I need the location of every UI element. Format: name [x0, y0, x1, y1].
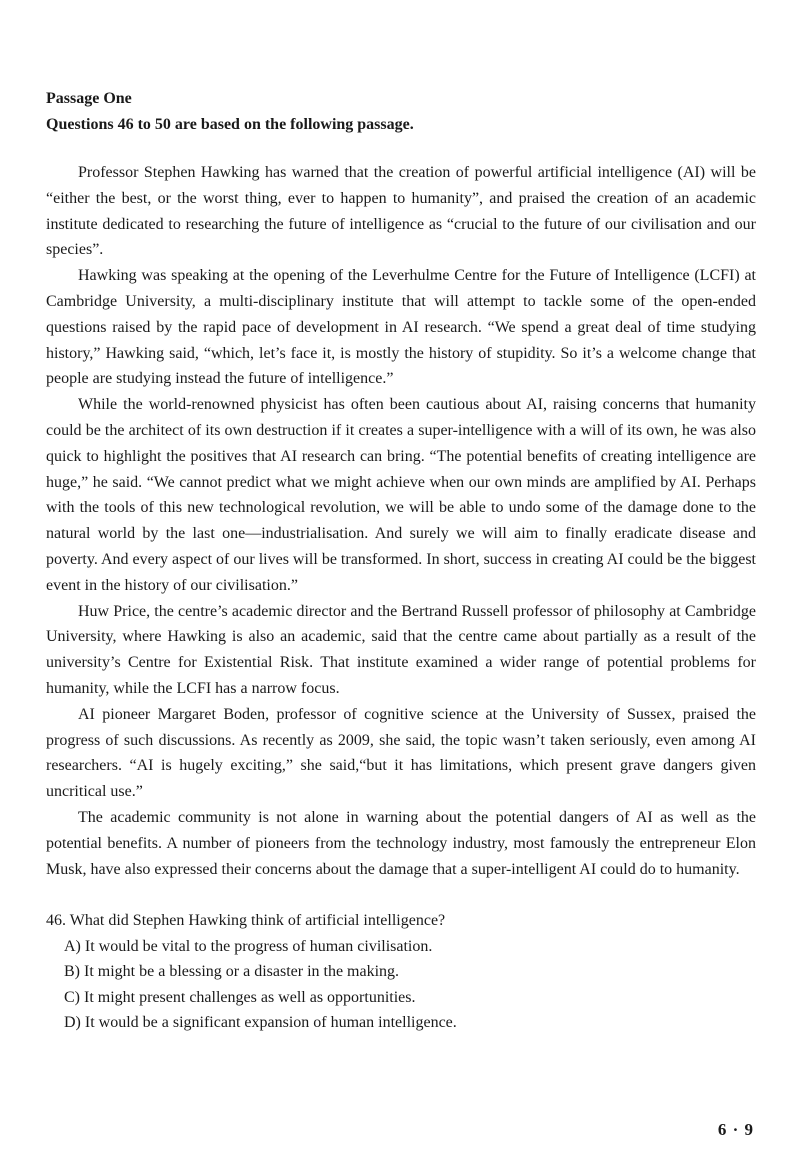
- option-b: B) It might be a blessing or a disaster in the making.: [64, 963, 400, 981]
- option-d: D) It would be a significant expansion of human intelligence.: [64, 1014, 457, 1032]
- passage-paragraph-5: AI pioneer Margaret Boden, professor of cognitive science at the University of Sussex, praised the progress of such discussions. As recently as 2009, she said, the topic wasn’t taken seriously, even among AI researchers. “AI is hugely exciting,” she said,“but it has limitations, which present grave dangers given uncritical use.”: [46, 705, 756, 801]
- passage-paragraph-6: The academic community is not alone in warning about the potential dangers of AI as well as the potential benefits. A number of pioneers from the technology industry, most famously the entrepreneur Elon Musk, have also expressed their concerns about the damage that a super-intelligent AI could do to humanity.: [46, 808, 756, 878]
- option-a: A) It would be vital to the progress of human civilisation.: [64, 937, 433, 955]
- passage-paragraph-3: While the world-renowned physicist has often been cautious about AI, raising concerns that humanity could be the architect of its own destruction if it creates a super-intelligence with a will of its own, he was also quick to highlight the positives that AI research can bring. “The potential benefits of creating intelligence are huge,” he said. “We cannot predict what we might achieve when our own minds are amplified by AI. Perhaps with the tools of this new technological revolution, we will be able to undo some of the damage done to the natural world by the last one—industrialisation. And surely we will aim to finally eradicate disease and poverty. And every aspect of our lives will be transformed. In short, success in creating AI could be the biggest event in the history of our civilisation.”: [46, 396, 756, 594]
- passage-paragraph-2: Hawking was speaking at the opening of the Leverhulme Centre for the Future of Intelligence (LCFI) at Cambridge University, a multi-disciplinary institute that will attempt to tackle some of the open-ended questions raised by the rapid pace of development in AI research. “We spend a great deal of time studying history,” Hawking said, “which, let’s face it, is mostly the history of stupidity. So it’s a welcome change that people are studying instead the future of intelligence.”: [46, 267, 756, 388]
- option-c: C) It might present challenges as well as opportunities.: [64, 988, 416, 1006]
- passage-instruction: Questions 46 to 50 are based on the following passage.: [46, 116, 414, 133]
- passage-label: Passage One: [46, 90, 132, 107]
- passage-paragraph-4: Huw Price, the centre’s academic director and the Bertrand Russell professor of philosophy at Cambridge University, where Hawking is also an academic, said that the centre came about partially as a result of the university’s Centre for Existential Risk. That institute examined a wider range of potential problems for humanity, while the LCFI has a narrow focus.: [46, 602, 756, 697]
- page-number: 6 · 9: [717, 1120, 754, 1139]
- passage-paragraph-1: Professor Stephen Hawking has warned that the creation of powerful artificial intelligence (AI) will be “either the best, or the worst thing, ever to happen to humanity”, and praised the creation of an academic institute dedicated to researching the future of intelligence as “crucial to the future of our civilisation and our species”.: [46, 164, 756, 259]
- passage-body: [46, 160, 756, 882]
- question-stem: 46. What did Stephen Hawking think of artificial intelligence?: [46, 912, 446, 930]
- exam-page: [46, 86, 756, 1036]
- question-46: [46, 908, 756, 1036]
